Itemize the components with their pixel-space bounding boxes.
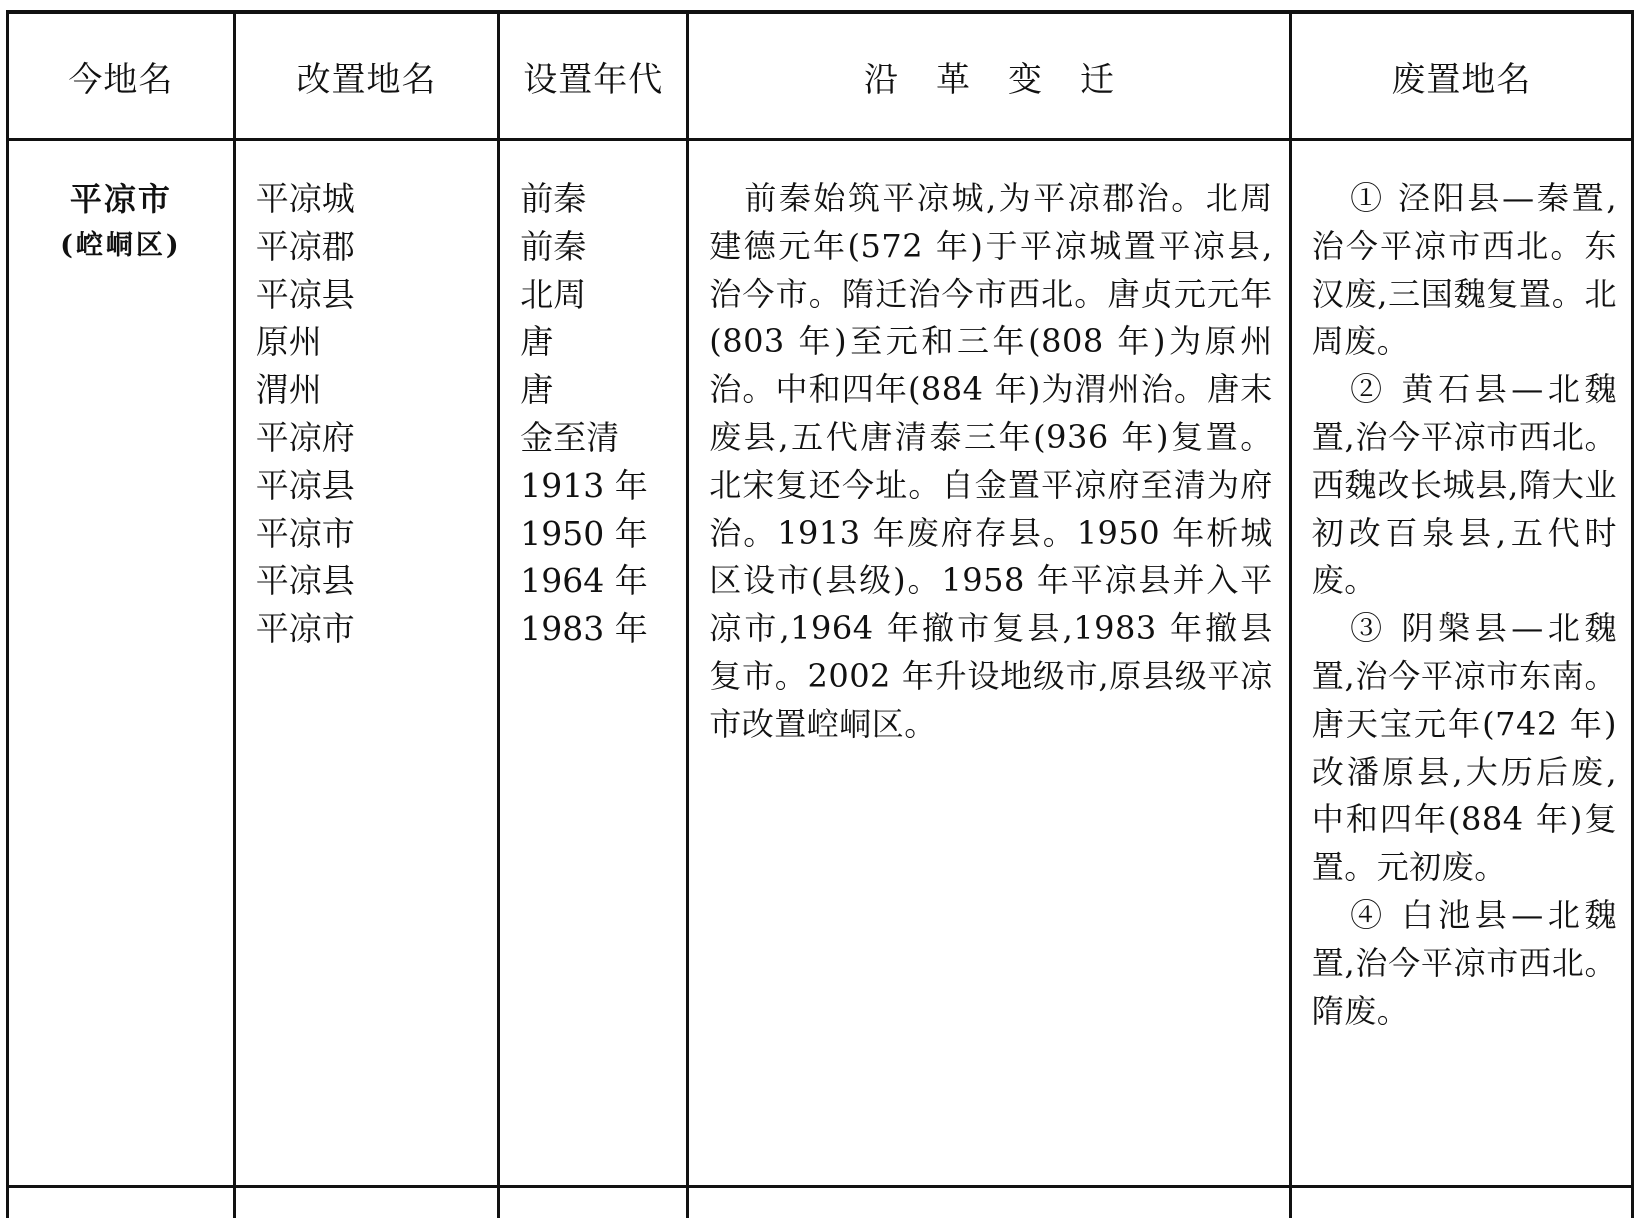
abolished-entry: ④ 白池县—北魏置,治今平凉市西北。隋废。 [1311, 895, 1617, 1030]
abolished-entry: ③ 阴槃县—北魏置,治今平凉市东南。唐天宝元年(742 年)改潘原县,大历后废,中和四年(884 年)复置。元初废。 [1311, 609, 1617, 887]
established-year: 前秦 [520, 179, 587, 218]
empty-cell [8, 1187, 235, 1219]
renamed-places-cell [234, 140, 499, 1187]
table-row [8, 140, 1633, 1187]
empty-cell [499, 1187, 688, 1219]
renamed-place: 平凉郡 [255, 226, 355, 266]
established-year: 1964 年 [520, 561, 648, 601]
renamed-place: 平凉市 [255, 609, 355, 649]
renamed-place: 平凉县 [255, 465, 355, 505]
renamed-place: 平凉县 [255, 274, 355, 314]
modern-district: (崆峒区) [60, 230, 182, 261]
renamed-place: 原州 [255, 322, 322, 362]
established-year: 唐 [520, 370, 554, 410]
table-row-continuation [8, 1187, 1633, 1219]
established-year: 北周 [520, 274, 587, 314]
header-history [688, 12, 1291, 140]
header-abolished-name: 废置地名 [1290, 12, 1632, 140]
empty-cell [688, 1187, 1291, 1219]
established-year: 1950 年 [520, 513, 648, 553]
established-year: 金至清 [520, 417, 620, 457]
renamed-place: 平凉府 [255, 417, 355, 457]
years-cell [499, 140, 688, 1187]
established-year: 1913 年 [520, 465, 648, 505]
abolished-cell [1290, 140, 1632, 1187]
empty-cell [1290, 1187, 1632, 1219]
established-year: 1983 年 [520, 609, 648, 649]
empty-cell [234, 1187, 499, 1219]
renamed-place: 平凉城 [255, 179, 355, 218]
renamed-place: 平凉市 [255, 513, 355, 553]
header-renamed-name: 改置地名 [234, 12, 499, 140]
modern-name: 平凉市 [69, 180, 172, 218]
renamed-place: 渭州 [255, 370, 322, 410]
abolished-entry: ① 泾阳县—秦置,治今平凉市西北。东汉废,三国魏复置。北周废。 [1311, 179, 1617, 361]
history-cell [688, 140, 1291, 1187]
abolished-entry: ② 黄石县—北魏置,治今平凉市西北。西魏改长城县,隋大业初改百泉县,五代时废。 [1311, 370, 1617, 600]
modern-name-cell [8, 140, 235, 1187]
established-year: 唐 [520, 322, 554, 362]
header-established-era: 设置年代 [499, 12, 688, 140]
renamed-place: 平凉县 [255, 561, 355, 601]
history-text: 前秦始筑平凉城,为平凉郡治。北周建德元年(572 年)于平凉城置平凉县,治今市。隋迁治今市西北。唐贞元元年(803 年)至元和三年(808 年)为原州治。中和四年(884 年)为渭州治。唐末废县,五代唐清泰三年(936 年)复置。北宋复还今址。自金置平凉府至清为府治。1913 年废府存县。1950 年析城区设市(县级)。1958 年平凉县并入平凉市,1964 年撤市复县,1983 年撤县复市。2002 年升设地级市,原县级平凉市改置崆峒区。 [709, 179, 1273, 743]
established-year: 前秦 [520, 226, 587, 266]
header-modern-name: 今地名 [8, 12, 235, 140]
header-history-label: 沿革变迁 [863, 59, 1152, 100]
header-row [8, 12, 1633, 140]
place-name-table [6, 10, 1634, 1218]
